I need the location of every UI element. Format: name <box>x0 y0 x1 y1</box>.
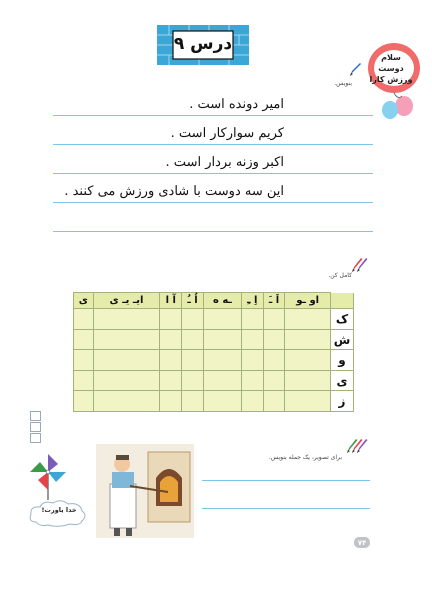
table-cell[interactable] <box>241 309 263 330</box>
balloon-greeting-line2: ورزش کارا <box>369 75 413 84</box>
column-header: اِ ـِ <box>241 293 263 309</box>
table-header-row <box>74 293 354 309</box>
column-header: ایـ یـ ی <box>93 293 160 309</box>
table-cell[interactable] <box>285 309 331 330</box>
pencil-icon <box>348 62 362 82</box>
table-cell[interactable] <box>93 370 160 391</box>
page-number: ۷۴ <box>354 537 370 548</box>
column-header: اُ ـُ <box>182 293 204 309</box>
column-header: ـه ه <box>203 293 241 309</box>
table-cell[interactable] <box>160 329 182 350</box>
table-cell[interactable] <box>203 309 241 330</box>
writing-line[interactable] <box>53 173 373 174</box>
writing-line[interactable] <box>53 202 373 203</box>
margin-checkbox[interactable] <box>30 433 41 443</box>
row-letter: و <box>331 350 354 371</box>
table-row <box>74 329 354 350</box>
table-cell[interactable] <box>93 329 160 350</box>
colored-pencils-icon <box>345 437 369 459</box>
table-cell[interactable] <box>160 350 182 371</box>
table-cell[interactable] <box>182 370 204 391</box>
lesson-title: درس ۹ <box>173 34 233 54</box>
table-row <box>74 309 354 330</box>
table-cell[interactable] <box>263 309 285 330</box>
section1-instruction: بنویس. <box>334 80 352 87</box>
table-cell[interactable] <box>203 329 241 350</box>
table-row <box>74 370 354 391</box>
colored-pencils-icon <box>350 256 370 278</box>
table-cell[interactable] <box>241 370 263 391</box>
table-cell[interactable] <box>263 370 285 391</box>
sentence-3: اکبر وزنه بردار است . <box>165 155 284 170</box>
sentence-1: امیر دونده است . <box>189 97 284 112</box>
section2-instruction: کامل کن. <box>328 272 352 279</box>
pinwheel-icon <box>28 452 68 504</box>
row-letter: ی <box>331 370 354 391</box>
writing-line[interactable] <box>202 508 370 509</box>
table-cell[interactable] <box>74 391 94 412</box>
margin-checkbox[interactable] <box>30 422 41 432</box>
table-cell[interactable] <box>285 350 331 371</box>
table-cell[interactable] <box>74 329 94 350</box>
row-letter: ک <box>331 309 354 330</box>
table-cell[interactable] <box>263 391 285 412</box>
table-cell[interactable] <box>263 350 285 371</box>
cloud-shape <box>28 498 88 532</box>
sentence-4: این سه دوست با شادی ورزش می کنند . <box>64 184 284 199</box>
table-cell[interactable] <box>160 391 182 412</box>
row-letter: ش <box>331 329 354 350</box>
column-header: ی <box>74 293 94 309</box>
section3-instruction: برای تصویر، یک جمله بنویس. <box>268 454 342 461</box>
table-cell[interactable] <box>241 350 263 371</box>
table-cell[interactable] <box>160 370 182 391</box>
table-cell[interactable] <box>203 350 241 371</box>
column-header: اَ ـَ <box>263 293 285 309</box>
table-cell[interactable] <box>182 391 204 412</box>
baker-illustration <box>96 444 194 542</box>
row-letter: ز <box>331 391 354 412</box>
table-cell[interactable] <box>182 350 204 371</box>
margin-checkbox[interactable] <box>30 411 41 421</box>
column-header: او ـو <box>285 293 331 309</box>
writing-line[interactable] <box>202 480 370 481</box>
table-cell[interactable] <box>285 391 331 412</box>
table-cell[interactable] <box>203 370 241 391</box>
table-cell[interactable] <box>93 391 160 412</box>
table-cell[interactable] <box>182 329 204 350</box>
table-row <box>74 350 354 371</box>
table-row <box>74 391 354 412</box>
cloud-text: خدا یاورت! <box>41 506 77 514</box>
sentence-2: کریم سوارکار است . <box>170 126 284 141</box>
table-cell[interactable] <box>203 391 241 412</box>
table-cell[interactable] <box>74 309 94 330</box>
table-cell[interactable] <box>263 329 285 350</box>
table-cell[interactable] <box>74 350 94 371</box>
writing-line[interactable] <box>53 144 373 145</box>
table-cell[interactable] <box>93 350 160 371</box>
table-cell[interactable] <box>285 329 331 350</box>
table-cell[interactable] <box>285 370 331 391</box>
table-cell[interactable] <box>241 329 263 350</box>
table-cell[interactable] <box>160 309 182 330</box>
balloon-greeting-line1: سلام دوست <box>378 53 404 73</box>
letter-table <box>73 292 354 412</box>
balloon-greeting <box>368 52 414 85</box>
column-header: آ ا <box>160 293 182 309</box>
table-corner <box>331 293 354 309</box>
writing-line[interactable] <box>53 231 373 232</box>
table-cell[interactable] <box>182 309 204 330</box>
table-cell[interactable] <box>241 391 263 412</box>
table-cell[interactable] <box>93 309 160 330</box>
writing-line[interactable] <box>53 115 373 116</box>
table-cell[interactable] <box>74 370 94 391</box>
